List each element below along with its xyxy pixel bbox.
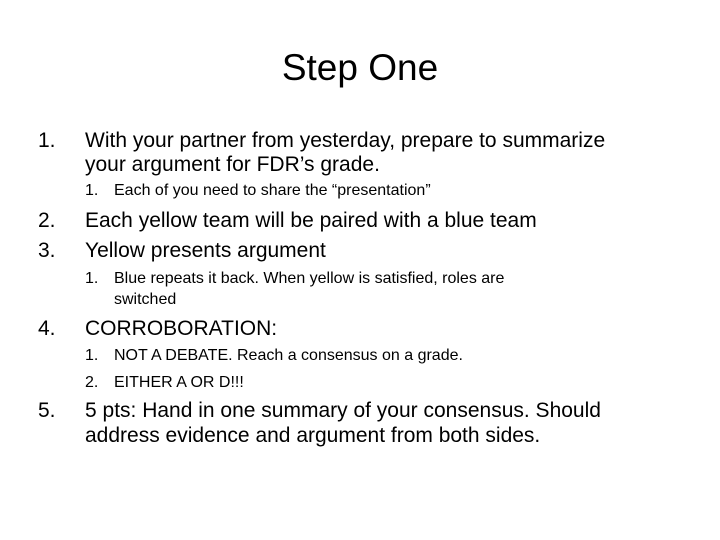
list-item-text-line: 5 pts: Hand in one summary of your consensus. Should [85, 399, 601, 422]
list-item-number: 5. [38, 399, 56, 422]
list-item-number: 2. [38, 209, 56, 232]
list-item-text-line: Yellow presents argument [85, 239, 326, 262]
sub-list-item-number: 1. [85, 347, 99, 364]
slide-title: Step One [281, 47, 439, 88]
sub-list-item-text-line: NOT A DEBATE. Reach a consensus on a grade. [114, 347, 463, 364]
list-item-number: 4. [38, 317, 56, 340]
sub-list-item-text-line: Each of you need to share the “presentation” [114, 182, 431, 199]
sub-list-item-text-line: switched [114, 291, 177, 308]
list-item-number: 3. [38, 239, 56, 262]
list-item-text-line: CORROBORATION: [85, 317, 278, 340]
list-item-text-line: your argument for FDR’s grade. [85, 153, 380, 176]
list-item-text-line: address evidence and argument from both sides. [85, 424, 541, 447]
sub-list-item-number: 1. [85, 182, 99, 199]
sub-list-item-text-line: EITHER A OR D!!! [114, 374, 244, 391]
list-item-number: 1. [38, 129, 56, 152]
sub-list-item-text-line: Blue repeats it back. When yellow is satisfied, roles are [114, 270, 505, 287]
sub-list-item-number: 1. [85, 270, 99, 287]
list-item-text-line: Each yellow team will be paired with a blue team [85, 209, 537, 232]
list-item-text-line: With your partner from yesterday, prepare to summarize [85, 129, 606, 152]
sub-list-item-number: 2. [85, 374, 99, 391]
